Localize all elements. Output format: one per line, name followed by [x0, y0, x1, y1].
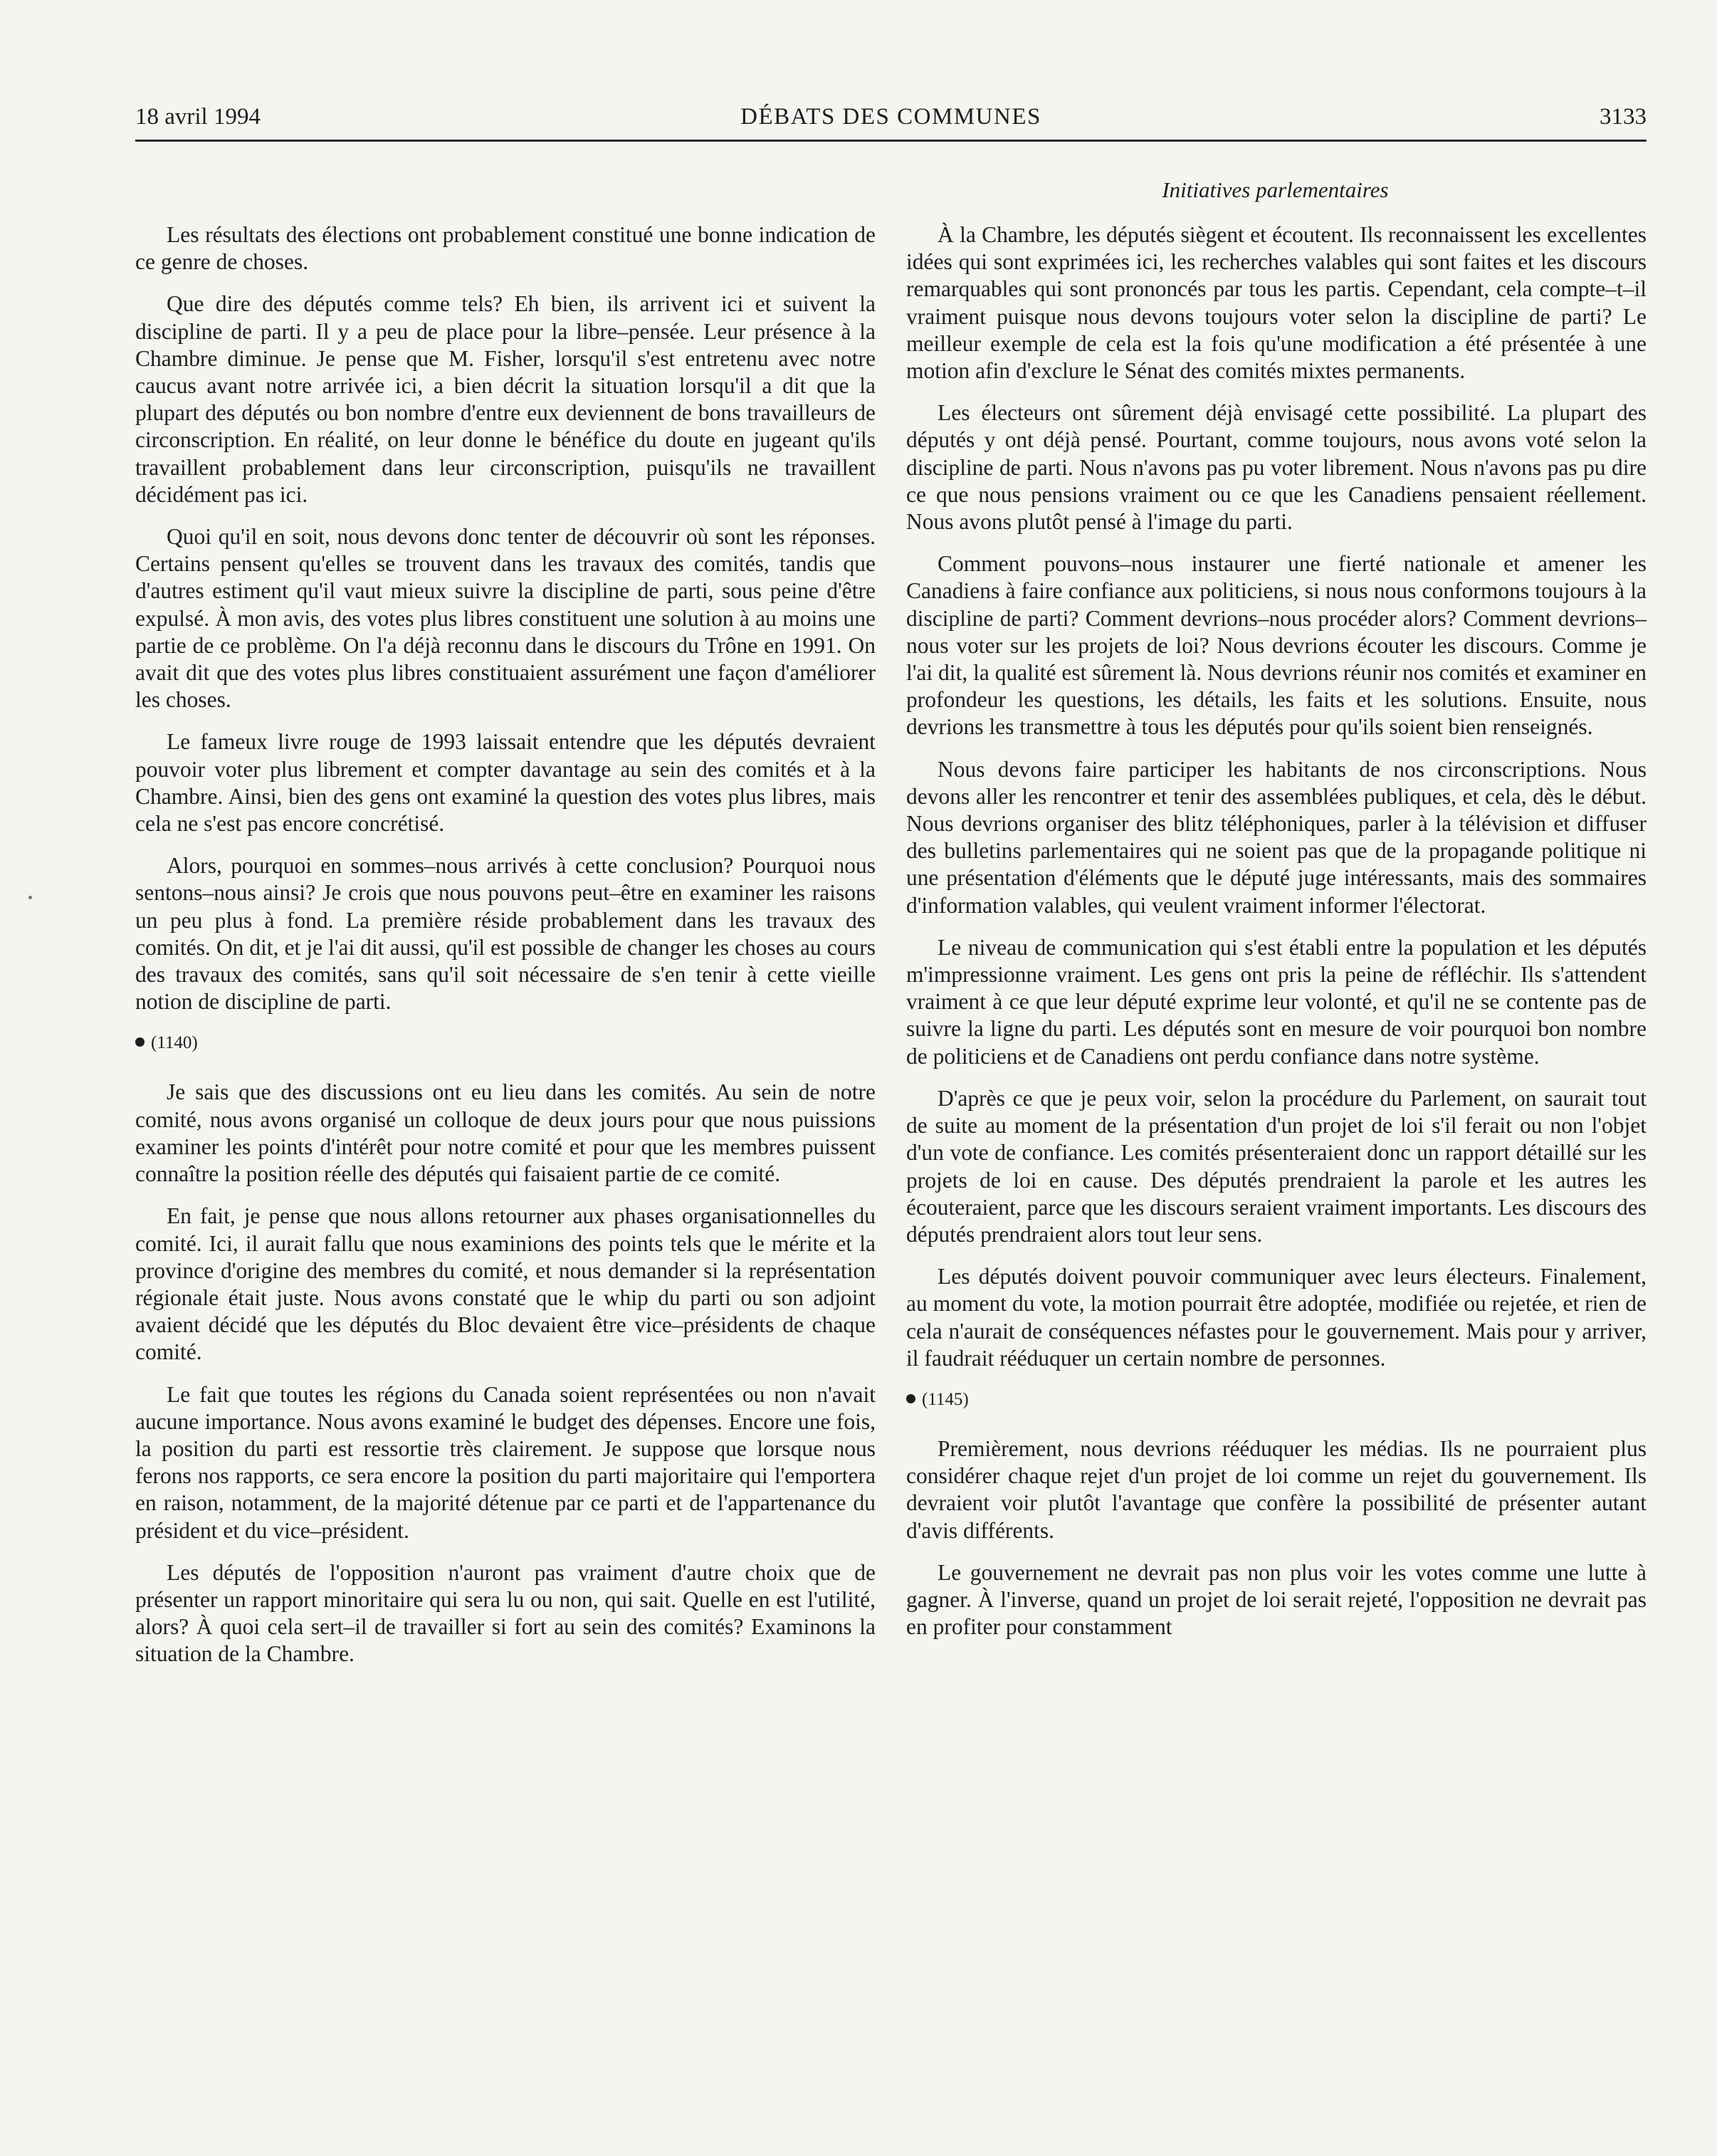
- paragraph: Comment pouvons–nous instaurer une fierté nationale et amener les Canadiens à faire confiance aux politiciens, si nous nous conformons toujours à la discipline de parti? Comment devrions–nous procéder alors? Comment devrions–nous voter sur les projets de loi? Nous devrions écouter les discours. Comme je l'ai dit, la qualité est sûrement là. Nous devrions réunir nos comités et examiner en profondeur les questions, les détails, les faits et les solutions. Ensuite, nous devrions les transmettre à tous les députés pour qu'ils soient bien renseignés.: [906, 551, 1647, 740]
- paragraph: Le gouvernement ne devrait pas non plus voir les votes comme une lutte à gagner. À l'inverse, quand un projet de loi serait rejeté, l'opposition ne devrait pas en profiter pour constamment: [906, 1559, 1647, 1640]
- time-marker: [906, 1387, 1647, 1413]
- scan-speck: [28, 896, 32, 899]
- paragraph: Alors, pourquoi en sommes–nous arrivés à cette conclusion? Pourquoi nous sentons–nous ainsi? Je crois que nous pouvons peut–être en examiner les raisons un peu plus à fond. La première réside probablement dans les travaux des comités. On dit, et je l'ai dit aussi, qu'il est possible de changer les choses au cours des travaux des comités, sans qu'il soit nécessaire de s'en tenir à cette vieille notion de discipline de parti.: [135, 853, 876, 1015]
- time-marker-label: (1145): [922, 1389, 969, 1409]
- paragraph: Que dire des députés comme tels? Eh bien, ils arrivent ici et suivent la discipline de parti. Il y a peu de place pour la libre–pensée. Leur présence à la Chambre diminue. Je pense que M. Fisher, lorsqu'il s'est entretenu avec notre caucus avant notre arrivée ici, a bien décrit la situation lorsqu'il a dit que la plupart des députés ou bon nombre d'entre eux deviennent de bons travailleurs de circonscription. En réalité, on leur donne le bénéfice du doute en jugeant qu'ils travaillent probablement dans leur circonscription, puisqu'ils ne travaillent décidément pas ici.: [135, 291, 876, 507]
- page-header: [135, 98, 1647, 141]
- publication-title: DÉBATS DES COMMUNES: [740, 104, 1041, 130]
- paragraph: À la Chambre, les députés siègent et écoutent. Ils reconnaissent les excellentes idées qui sont exprimées ici, les recherches valables qui sont faites et les discours remarquables qui sont prononcés par tous les partis. Cependant, cela compte–t–il vraiment puisque nous devons toujours voter selon la discipline de parti? Le meilleur exemple de cela est la fois qu'une modification a été présentée à une motion afin d'exclure le Sénat des comités mixtes permanents.: [906, 222, 1647, 384]
- section-heading: Initiatives parlementaires: [1162, 177, 1389, 202]
- paragraph: Les députés doivent pouvoir communiquer avec leurs électeurs. Finalement, au moment du vote, la motion pourrait être adoptée, modifiée ou rejetée, et rien de cela n'aurait de conséquences néfastes pour le gouvernement. Mais pour y arriver, il faudrait rééduquer un certain nombre de personnes.: [906, 1264, 1647, 1371]
- paragraph: Le niveau de communication qui s'est établi entre la population et les députés m'impressionne vraiment. Les gens ont pris la peine de réfléchir. Ils s'attendent vraiment à ce que leur député exprime leur volonté, et qu'il ne se contente pas de suivre la ligne du parti. Les députés sont en mesure de voir pourquoi bon nombre de politiciens et de Canadiens ont perdu confiance dans notre système.: [906, 934, 1647, 1069]
- paragraph: Quoi qu'il en soit, nous devons donc tenter de découvrir où sont les réponses. Certains pensent qu'elles se trouvent dans les travaux des comités, tandis que d'autres estiment qu'il vaut mieux suivre la discipline de parti, sous peine d'être expulsé. À mon avis, des votes plus libres constituent une solution à au moins une partie de ce problème. On l'a déjà reconnu dans le discours du Trône en 1991. On avait dit que des votes plus libres constituaient assurément une façon d'améliorer les choses.: [135, 524, 876, 713]
- paragraph: Les députés de l'opposition n'auront pas vraiment d'autre choix que de présenter un rapport minoritaire qui sera lu ou non, qui sait. Quelle en est l'utilité, alors? À quoi cela sert–il de travailler si fort au sein des comités? Examinons la situation de la Chambre.: [135, 1559, 876, 1667]
- right-column: [906, 221, 1647, 1655]
- paragraph: Premièrement, nous devrions rééduquer les médias. Ils ne pourraient plus considérer chaque rejet d'un projet de loi comme un rejet du gouvernement. Ils devraient voir plutôt l'avantage que confère la possibilité de présenter autant d'avis différents.: [906, 1435, 1647, 1543]
- paragraph: Les électeurs ont sûrement déjà envisagé cette possibilité. La plupart des députés y ont déjà pensé. Pourtant, comme toujours, nous avons voté selon la discipline de parti. Nous n'avons pas pu voter librement. Nous n'avons pas pu dire ce que nous pensions vraiment ou ce que les Canadiens pensaient réellement. Nous avons plutôt pensé à l'image du parti.: [906, 400, 1647, 535]
- header-rule: [135, 140, 1647, 142]
- time-marker: [135, 1030, 876, 1056]
- header-date: 18 avril 1994: [135, 104, 261, 130]
- left-column: [135, 221, 876, 1683]
- paragraph: En fait, je pense que nous allons retourner aux phases organisationnelles du comité. Ici, il aurait fallu que nous examinions des points tels que le mérite et la province d'origine des membres du comité, et nous demander si la représentation régionale était juste. Nous avons constaté que le whip du parti ou son adjoint avaient décidé que les députés du Bloc devaient être vice–présidents de chaque comité.: [135, 1203, 876, 1365]
- paragraph: Le fait que toutes les régions du Canada soient représentées ou non n'avait aucune importance. Nous avons examiné le budget des dépenses. Encore une fois, la position du parti est ressortie très clairement. Je suppose que lorsque nous ferons nos rapports, ce sera encore la position du parti majoritaire qui l'emportera en raison, notamment, de la majorité détenue par ce parti et de l'appartenance du président et du vice–président.: [135, 1381, 876, 1543]
- paragraph: Les résultats des élections ont probablement constitué une bonne indication de ce genre de choses.: [135, 222, 876, 275]
- paragraph: Nous devons faire participer les habitants de nos circonscriptions. Nous devons aller les rencontrer et tenir des assemblées publiques, et cela, dès le début. Nous devrions organiser des blitz téléphoniques, parler à la télévision et diffuser des bulletins parlementaires qui ne soient pas que de la propagande politique ni une présentation d'éléments que le député juge intéressants, mais des sommaires d'information valables, qui veulent vraiment informer l'électorat.: [906, 756, 1647, 918]
- page-number: 3133: [1600, 104, 1647, 130]
- paragraph: Le fameux livre rouge de 1993 laissait entendre que les députés devraient pouvoir voter plus librement et compter davantage au sein des comités et à la Chambre. Ainsi, bien des gens ont examiné la question des votes plus libres, mais cela ne s'est pas encore concrétisé.: [135, 729, 876, 837]
- bullet-icon: [906, 1394, 915, 1403]
- paragraph: D'après ce que je peux voir, selon la procédure du Parlement, on saurait tout de suite au moment de la présentation d'un projet de loi s'il ferait ou non l'objet d'un vote de confiance. Les comités présenteraient donc un rapport détaillé sur les projets de loi en cause. Des députés prendraient la parole et les autres les écouteraient, parce que les discours seraient vraiment importants. Les discours des députés prendraient alors tout leur sens.: [906, 1085, 1647, 1247]
- paragraph: Je sais que des discussions ont eu lieu dans les comités. Au sein de notre comité, nous avons organisé un colloque de deux jours pour que nous puissions examiner les points d'intérêt pour notre comité et pour que les membres puissent connaître la position réelle des députés qui faisaient partie de ce comité.: [135, 1079, 876, 1187]
- bullet-icon: [135, 1037, 145, 1047]
- time-marker-label: (1140): [151, 1033, 198, 1053]
